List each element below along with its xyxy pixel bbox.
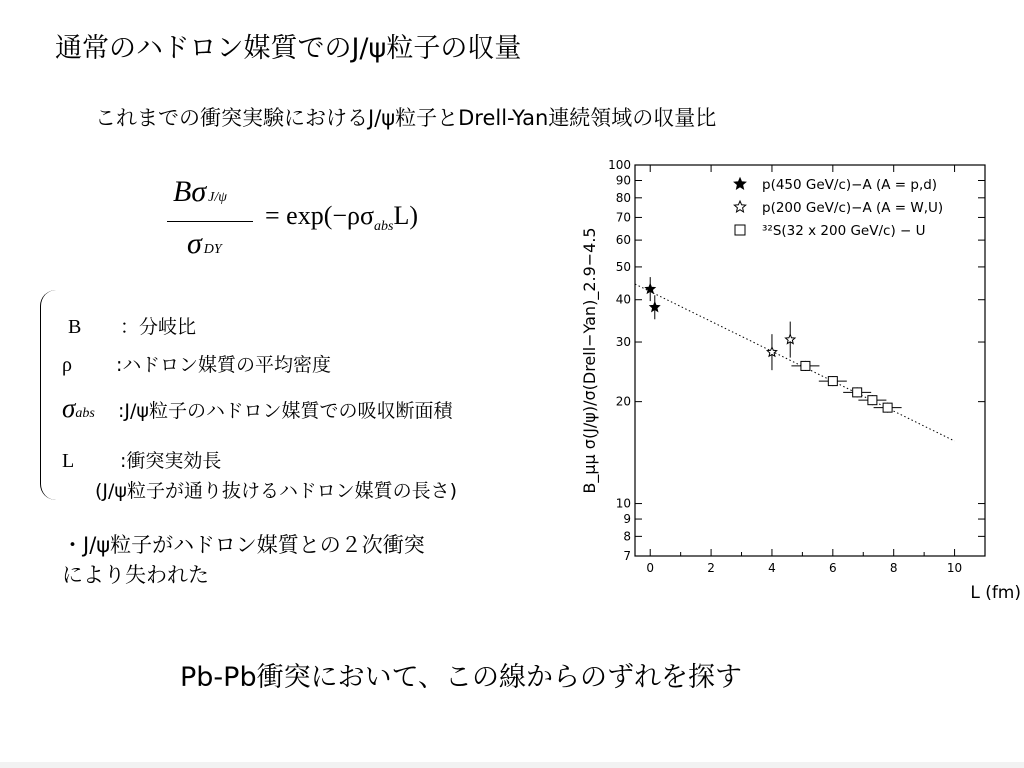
definitions-brace <box>40 290 59 500</box>
definition-symbol: L <box>62 450 75 472</box>
data-point-filled-star <box>650 302 660 311</box>
definition-symbol-sigma: σabs <box>62 393 95 423</box>
data-point-open-square <box>853 388 862 397</box>
numerator-main: Bσ <box>173 175 207 208</box>
y-tick-label: 7 <box>623 549 631 563</box>
x-tick-label: 4 <box>768 561 776 575</box>
data-point-filled-star <box>646 284 656 293</box>
legend-marker-open-star <box>734 201 745 212</box>
definition-symbol: B <box>68 316 82 338</box>
data-point-open-square <box>828 377 837 386</box>
legend-entry: ³²S(32 x 200 GeV/c) − U <box>762 223 926 239</box>
legend-entry: p(200 GeV/c)−A (A = W,U) <box>762 200 944 216</box>
data-point-open-square <box>883 403 892 412</box>
y-tick-label: 50 <box>615 259 631 274</box>
conclusion-text: Pb-Pb衝突において、この線からのずれを探す <box>180 662 743 693</box>
x-tick-label: 8 <box>889 561 898 575</box>
formula-fraction <box>165 175 257 275</box>
bullet-line-1: ・J/ψ粒子がハドロン媒質との２次衝突 <box>62 533 425 557</box>
slide-subtitle: これまでの衝突実験におけるJ/ψ粒子とDrell-Yan連続領域の収量比 <box>95 106 717 130</box>
y-tick-label: 10 <box>615 496 631 511</box>
legend-marker-filled-star <box>734 178 745 189</box>
rhs-suffix: L) <box>393 201 419 230</box>
formula-rhs <box>265 201 418 235</box>
y-tick-label: 30 <box>615 335 631 350</box>
definition-row-b <box>68 312 196 339</box>
data-point-open-square <box>801 361 810 370</box>
data-point-open-star <box>786 335 796 344</box>
yield-ratio-formula <box>165 175 495 275</box>
y-tick-label: 8 <box>623 529 631 544</box>
jpsi-dy-ratio-chart <box>575 155 1024 610</box>
y-tick-label: 60 <box>615 233 631 248</box>
bullet-text <box>62 530 532 590</box>
definition-row-sigma-abs <box>62 393 453 424</box>
x-tick-label: 10 <box>946 561 963 575</box>
legend-entry: p(450 GeV/c)−A (A = p,d) <box>762 177 938 193</box>
y-tick-label: 70 <box>615 210 631 225</box>
denominator-subscript: DY <box>203 242 222 257</box>
definition-row-l <box>62 446 221 473</box>
chart-svg <box>575 155 1024 610</box>
y-tick-label: 90 <box>615 173 631 188</box>
definition-text: ：分岐比 <box>120 316 197 338</box>
y-axis-label: B_μμ σ(J/ψ)/σ(Drell−Yan)_2.9−4.5 <box>580 227 599 494</box>
fraction-bar <box>167 221 253 222</box>
y-tick-label: 80 <box>615 190 631 205</box>
definition-row-rho <box>62 350 331 377</box>
x-tick-label: 2 <box>707 561 715 575</box>
rhs-subscript: abs <box>374 219 394 234</box>
formula-numerator <box>173 175 227 209</box>
rhs-prefix: = exp(−ρσ <box>265 201 375 230</box>
definition-symbol: ρ <box>62 354 72 376</box>
slide-bottom-strip <box>0 762 1024 768</box>
legend-marker-open-square <box>735 225 745 235</box>
definition-text: :J/ψ粒子のハドロン媒質での吸収断面積 <box>118 400 453 422</box>
denominator-main: σ <box>187 227 202 260</box>
x-axis-label: L (fm) <box>970 583 1021 603</box>
numerator-subscript: J/ψ <box>208 190 227 205</box>
formula-denominator <box>187 227 222 261</box>
fit-line <box>635 284 955 441</box>
data-point-open-square <box>868 396 877 405</box>
y-tick-label: 20 <box>615 394 631 409</box>
x-tick-label: 6 <box>829 561 837 575</box>
bullet-line-2: により失われた <box>62 563 209 587</box>
slide-title: 通常のハドロン媒質でのJ/ψ粒子の収量 <box>55 33 522 64</box>
definition-note: (J/ψ粒子が通り抜けるハドロン媒質の長さ) <box>95 480 457 502</box>
definition-text: :衝突実効長 <box>120 450 222 472</box>
y-tick-label: 100 <box>608 158 631 172</box>
x-tick-label: 0 <box>646 561 655 575</box>
data-point-open-star <box>767 347 777 356</box>
y-tick-label: 40 <box>615 292 631 307</box>
definition-text: :ハドロン媒質の平均密度 <box>116 354 332 376</box>
y-tick-label: 9 <box>623 512 631 527</box>
